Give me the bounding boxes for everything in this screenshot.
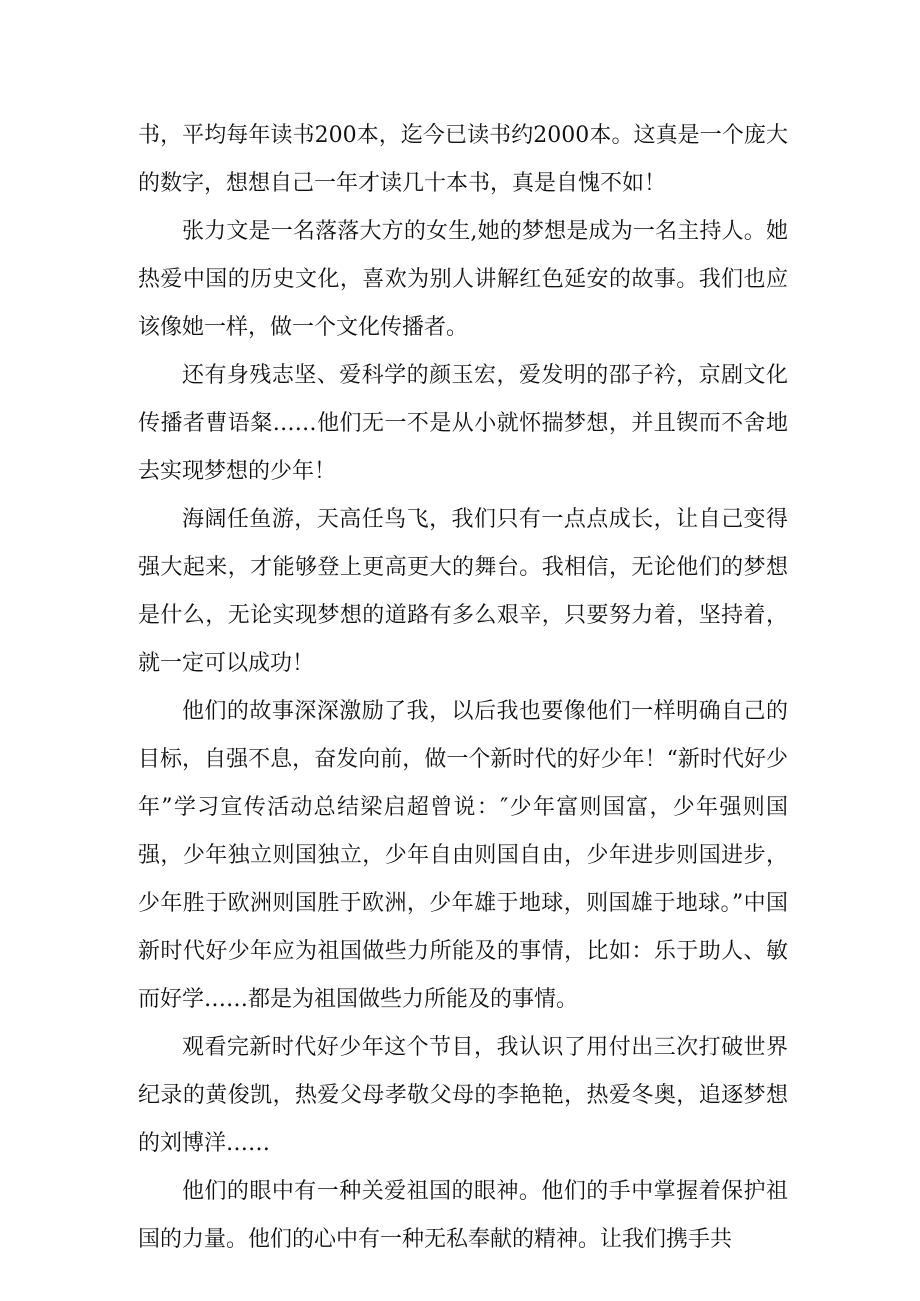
paragraph-2: 张力文是一名落落大方的女生,她的梦想是成为一名主持人。她热爱中国的历史文化，喜欢为别人讲解红色延安的故事。我们也应该像她一样，做一个文化传播者。 (138, 219, 788, 340)
paragraph-6: 观看完新时代好少年这个节目，我认识了用付出三次打破世界纪录的黄俊凯，热爱父母孝敬父母的李艳艳，热爱冬奥，追逐梦想的刘博洋…… (138, 1035, 788, 1156)
paragraph-3: 还有身残志坚、爱科学的颜玉宏，爱发明的邵子衿，京剧文化传播者曹语粲……他们无一不是从小就怀揣梦想，并且锲而不舍地去实现梦想的少年！ (138, 363, 788, 484)
paragraph-5: 他们的故事深深激励了我，以后我也要像他们一样明确自己的目标，自强不息，奋发向前，做一个新时代的好少年！“新时代好少年”学习宣传活动总结梁启超曾说：″少年富则国富，少年强则国强，少年独立则国独立，少年自由则国自由，少年进步则国进步，少年胜于欧洲则国胜于欧洲，少年雄于地球，则国雄于地球。”中国新时代好少年应为祖国做些力所能及的事情，比如：乐于助人、敏而好学……都是为祖国做些力所能及的事情。 (138, 699, 788, 1012)
paragraph-1: 书，平均每年读书200本，迄今已读书约2000本。这真是一个庞大的数字，想想自己一年才读几十本书，真是自愧不如！ (138, 123, 788, 196)
paragraph-7: 他们的眼中有一种关爱祖国的眼神。他们的手中掌握着保护祖国的力量。他们的心中有一种无私奉献的精神。让我们携手共 (138, 1179, 788, 1252)
paragraph-4: 海阔任鱼游，天高任鸟飞，我们只有一点点成长，让自己变得强大起来，才能够登上更高更大的舞台。我相信，无论他们的梦想是什么，无论实现梦想的道路有多么艰辛，只要努力着，坚持着，就一定可以成功！ (138, 507, 788, 676)
document-body (138, 112, 788, 1264)
